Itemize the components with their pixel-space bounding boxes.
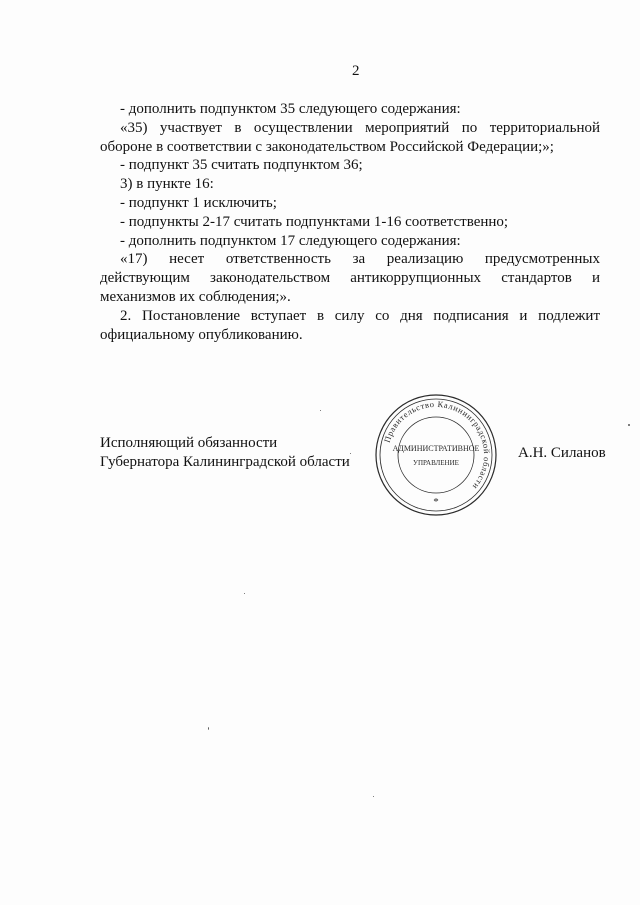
seal-outer-text: Правительство Калининградской области	[381, 398, 493, 492]
signatory-position-line-2: Губернатора Калининградской области	[100, 454, 350, 470]
scan-speck	[373, 796, 374, 797]
paragraph-item-16: 3) в пункте 16:	[120, 176, 214, 193]
scan-speck	[350, 453, 351, 454]
paragraph-renumber-2-17: - подпункты 2-17 считать подпунктами 1-16 соответственно;	[120, 213, 509, 230]
seal-star: *	[433, 496, 439, 508]
signatory-position-line-1: Исполняющий обязанности	[100, 435, 278, 451]
page-number: 2	[352, 63, 360, 79]
paragraph-add-subitem-35: - дополнить подпунктом 35 следующего содержания:	[120, 101, 461, 117]
signatory-name: А.Н. Силанов	[518, 445, 606, 461]
seal-center-line-2: УПРАВЛЕНИЕ	[413, 459, 459, 467]
scan-speck	[208, 727, 209, 730]
official-seal	[374, 393, 498, 517]
paragraph-renumber-35: - подпункт 35 считать подпунктом 36;	[120, 157, 363, 174]
seal-center-line-1: АДМИНИСТРАТИВНОЕ	[392, 444, 480, 453]
paragraph-exclude-subitem-1: - подпункт 1 исключить;	[120, 194, 277, 211]
paragraph-subitem-35-text: «35) участвует в осуществлении мероприятий по территориальной обороне в соответствии с законодательством Российской Федерации;»;	[100, 119, 600, 155]
scan-speck	[320, 410, 321, 411]
scan-speck	[628, 424, 630, 426]
paragraph-subitem-17-text: «17) несет ответственность за реализацию предусмотренных действующим законодательством антикоррупционных стандартов и механизмов их соблюдения;».	[100, 251, 600, 305]
signatory-position	[100, 434, 350, 472]
paragraph-add-subitem-17: - дополнить подпунктом 17 следующего содержания:	[120, 232, 461, 249]
scan-speck	[244, 593, 245, 594]
document-body	[100, 100, 600, 344]
paragraph-effective-date: 2. Постановление вступает в силу со дня подписания и подлежит официальному опубликованию.	[100, 307, 600, 343]
